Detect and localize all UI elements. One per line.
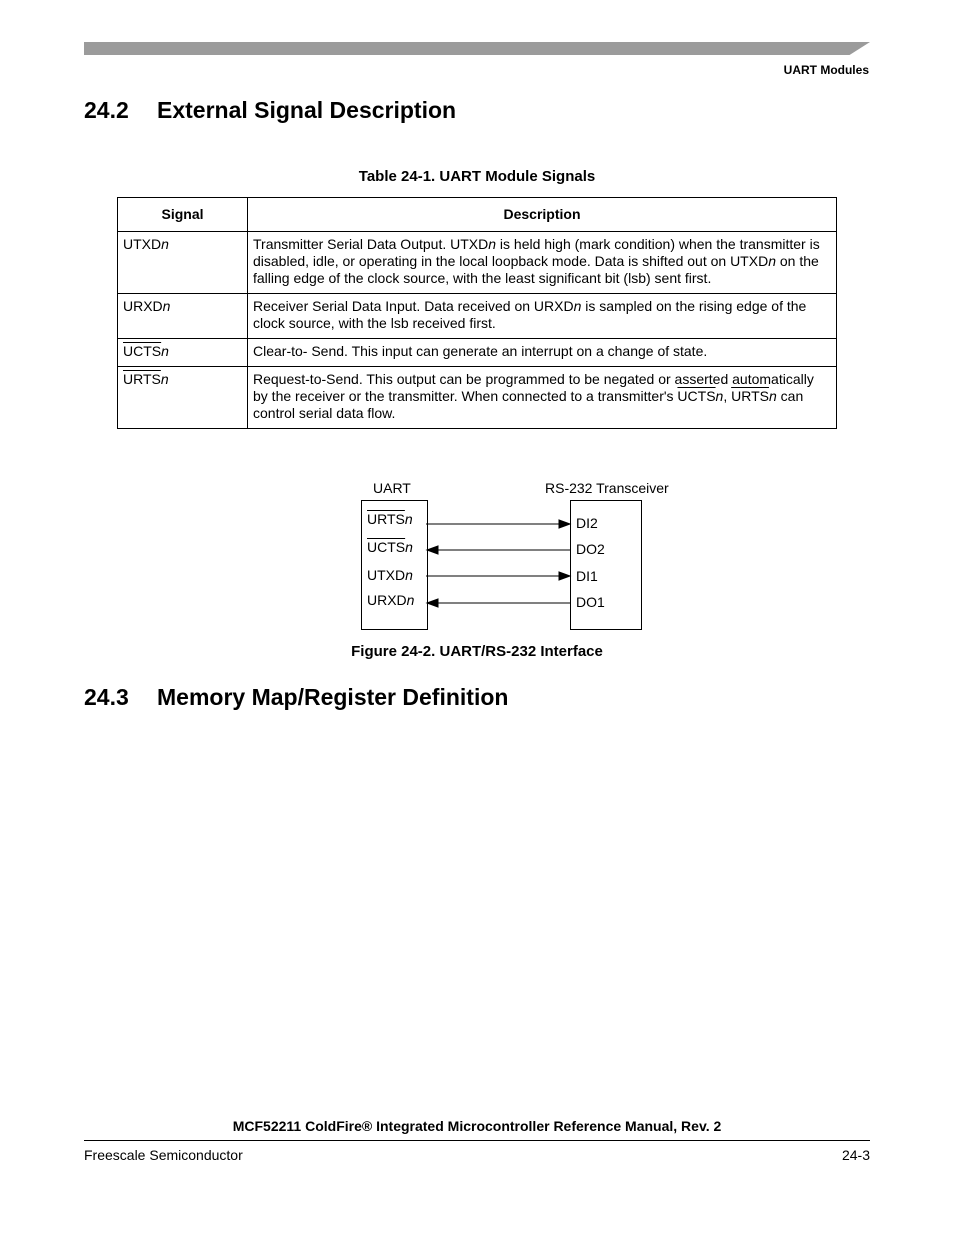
transceiver-title: RS-232 Transceiver xyxy=(545,480,669,496)
description-italic: n xyxy=(488,236,497,252)
signal-name: URTS xyxy=(123,371,161,387)
pin-name: UCTS xyxy=(367,539,406,555)
signal-name: UTXD xyxy=(123,236,162,252)
pin-di2: DI2 xyxy=(576,515,598,531)
figure-caption: Figure 24-2. UART/RS-232 Interface xyxy=(351,643,603,660)
section-number: 24.3 xyxy=(84,684,129,710)
pin-name: URXD xyxy=(367,592,407,608)
description-text: can control serial data flow. xyxy=(253,388,804,421)
uart-title: UART xyxy=(373,480,411,496)
signal-suffix: n xyxy=(161,236,169,252)
signal-suffix: n xyxy=(160,371,169,387)
description-text: on the falling edge of the clock source, with the least significant bit (lsb) sent first. xyxy=(253,253,819,286)
arrowhead-left xyxy=(427,546,438,554)
description-text: Receiver Serial Data Input. Data received on URXD xyxy=(253,298,574,314)
running-title: UART Modules xyxy=(783,63,869,77)
section-24-3-heading xyxy=(84,684,508,711)
pin-do1: DO1 xyxy=(576,594,605,610)
description-text: Request-to-Send. This output can be programmed to be negated or asserted automatically by the receiver or the transmitter. When connected to a transmitter's xyxy=(253,371,814,404)
description-text: Clear-to- Send. This input can generate an interrupt on a change of state. xyxy=(253,343,708,359)
footer-rule xyxy=(84,1140,870,1141)
pin-suffix: n xyxy=(405,567,413,583)
signal-name: URXD xyxy=(123,298,163,314)
pin-name: URTS xyxy=(367,511,405,527)
pin-di1: DI1 xyxy=(576,568,598,584)
arrowhead-right xyxy=(559,572,570,580)
description-text: Transmitter Serial Data Output. UTXD xyxy=(253,236,489,252)
description-text: is sampled on the rising edge of the clock source, with the lsb received first. xyxy=(253,298,807,331)
description-italic: n xyxy=(768,253,776,269)
description-text: , xyxy=(723,388,732,404)
description-overline: UCTS xyxy=(677,388,716,404)
signal-suffix: n xyxy=(162,298,171,314)
page-number: 24-3 xyxy=(841,1147,870,1163)
arrowhead-right xyxy=(559,520,570,528)
manual-title: MCF52211 ColdFire® Integrated Microcontroller Reference Manual, Rev. 2 xyxy=(232,1118,722,1134)
description-overline: URTS xyxy=(731,388,769,404)
pin-suffix: n xyxy=(404,511,413,527)
description-italic: n xyxy=(573,298,582,314)
description-italic: n xyxy=(715,388,724,404)
section-title-text: External Signal Description xyxy=(157,97,457,123)
section-title-text: Memory Map/Register Definition xyxy=(157,684,509,710)
pin-suffix: n xyxy=(405,539,413,555)
signal-name: UCTS xyxy=(123,343,162,359)
description-text: is held high (mark condition) when the transmitter is disabled, idle, or operating in the local loopback mode. Data is shifted out on UTXD xyxy=(253,236,820,269)
publisher: Freescale Semiconductor xyxy=(84,1147,243,1163)
pin-do2: DO2 xyxy=(576,541,605,557)
column-header-description: Description xyxy=(248,198,837,232)
arrowhead-left xyxy=(427,599,438,607)
pin-name: UTXD xyxy=(367,567,406,583)
signal-suffix: n xyxy=(161,343,169,359)
table-caption: Table 24-1. UART Module Signals xyxy=(358,168,596,185)
pin-suffix: n xyxy=(406,592,415,608)
column-header-signal: Signal xyxy=(118,198,248,232)
section-number: 24.2 xyxy=(84,97,129,123)
description-italic: n xyxy=(768,388,777,404)
